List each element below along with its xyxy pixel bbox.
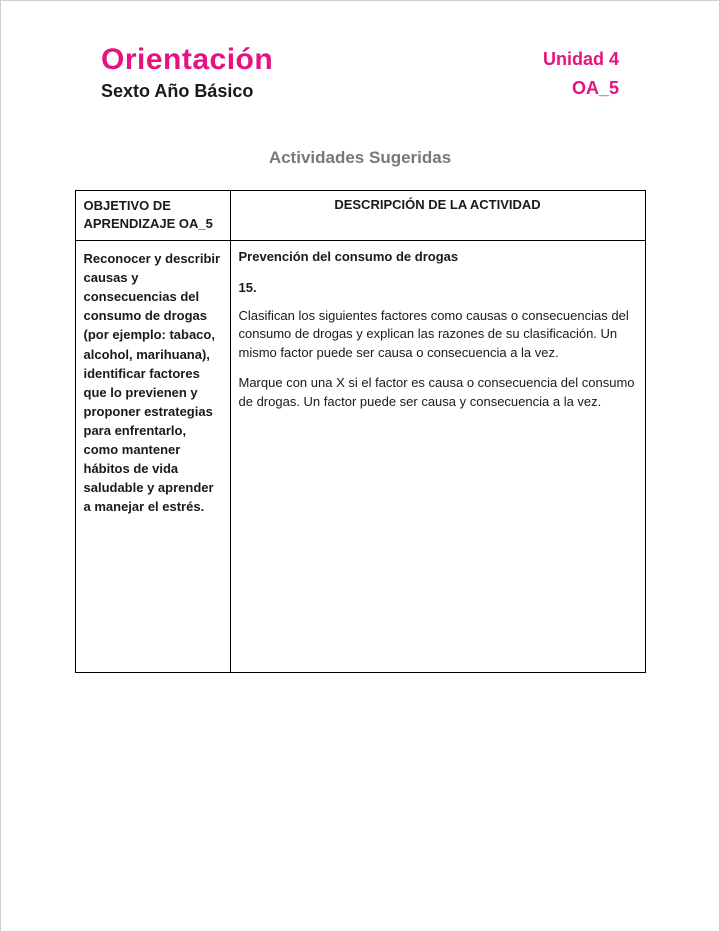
activities-table [75, 190, 646, 673]
description-column-header: DESCRIPCIÓN DE LA ACTIVIDAD [230, 191, 645, 241]
activity-paragraph-1: Clasifican los siguientes factores como causas o consecuencias del consumo de drogas y explican las razones de su clasificación. Un mismo factor puede ser causa o consecuencia a la vez. [238, 308, 629, 360]
document-header [1, 1, 719, 102]
activity-topic-title: Prevención del consumo de drogas [238, 249, 459, 264]
unit-label: Unidad 4 [542, 49, 619, 69]
objective-column-header: OBJETIVO DE APRENDIZAJE OA_5 [75, 191, 230, 241]
table-body-row [75, 241, 645, 673]
activity-number: 15. [238, 280, 257, 295]
oa-code-label: OA_5 [571, 78, 619, 98]
section-title: Actividades Sugeridas [268, 148, 452, 167]
activity-paragraph-2: Marque con una X si el factor es causa o consecuencia del consumo de drogas. Un factor puede ser causa y consecuencia a la vez. [238, 375, 635, 409]
objective-cell [75, 241, 230, 673]
course-title: Orientación [101, 43, 274, 76]
table-header-row [75, 191, 645, 241]
learning-objective-text: Reconocer y describir causas y consecuencias del consumo de drogas (por ejemplo: tabaco, alcohol, marihuana), identificar factores que lo previenen y proponer estrategias para enfrentarlo, como mantener hábitos de vida saludable y aprender a manejar el estrés. [83, 251, 221, 515]
header-left-block [101, 43, 273, 102]
description-cell [230, 241, 645, 673]
header-right-block [543, 43, 619, 99]
grade-level: Sexto Año Básico [101, 81, 254, 101]
